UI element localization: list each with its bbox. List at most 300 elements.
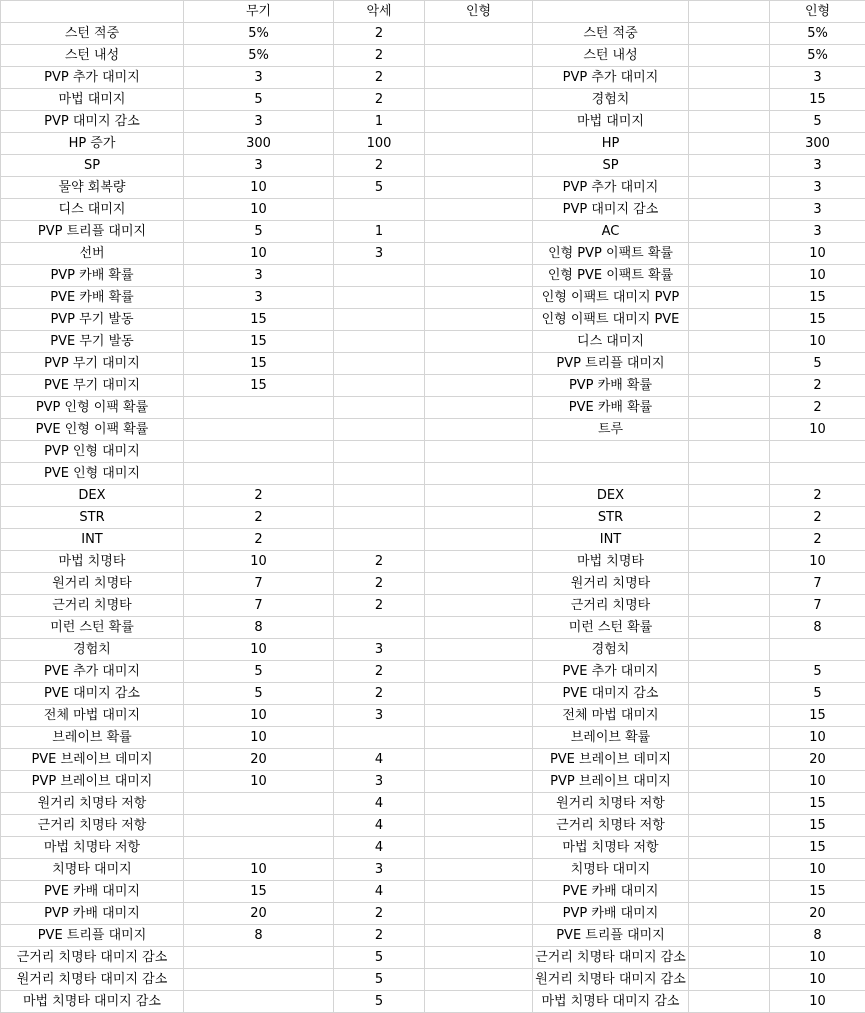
gap-cell[interactable] [425, 639, 533, 661]
empty-cell[interactable] [689, 551, 770, 573]
doll-stat-name-cell[interactable]: 브레이브 확률 [533, 727, 689, 749]
doll-value-cell[interactable]: 10 [770, 243, 865, 265]
empty-cell[interactable] [689, 815, 770, 837]
gap-cell[interactable] [425, 947, 533, 969]
empty-cell[interactable] [689, 419, 770, 441]
gap-cell[interactable] [425, 595, 533, 617]
stat-name-cell[interactable]: 치명타 대미지 [1, 859, 184, 881]
doll-stat-name-cell[interactable]: PVE 추가 대미지 [533, 661, 689, 683]
doll-stat-name-cell[interactable]: 근거리 치명타 저항 [533, 815, 689, 837]
empty-cell[interactable] [689, 441, 770, 463]
doll-value-cell[interactable]: 5% [770, 23, 865, 45]
doll-stat-name-cell[interactable] [533, 441, 689, 463]
empty-cell[interactable] [689, 903, 770, 925]
doll-value-cell[interactable]: 15 [770, 837, 865, 859]
gap-cell[interactable] [425, 617, 533, 639]
weapon-value-cell[interactable]: 20 [184, 749, 334, 771]
stat-name-cell[interactable]: 마법 대미지 [1, 89, 184, 111]
accessory-value-cell[interactable]: 2 [334, 155, 425, 177]
doll-value-cell[interactable]: 15 [770, 793, 865, 815]
doll-value-cell[interactable]: 15 [770, 287, 865, 309]
doll-stat-name-cell[interactable]: 인형 PVP 이팩트 확률 [533, 243, 689, 265]
gap-cell[interactable] [425, 353, 533, 375]
stat-name-cell[interactable]: PVP 추가 대미지 [1, 67, 184, 89]
doll-value-cell[interactable]: 5 [770, 683, 865, 705]
stat-name-cell[interactable]: 마법 치명타 [1, 551, 184, 573]
stat-name-cell[interactable]: 근거리 치명타 [1, 595, 184, 617]
accessory-value-cell[interactable] [334, 397, 425, 419]
weapon-value-cell[interactable] [184, 463, 334, 485]
empty-cell[interactable] [689, 177, 770, 199]
empty-cell[interactable] [689, 155, 770, 177]
accessory-value-cell[interactable]: 3 [334, 705, 425, 727]
doll-value-cell[interactable]: 2 [770, 507, 865, 529]
doll-value-cell[interactable] [770, 463, 865, 485]
empty-cell[interactable] [689, 617, 770, 639]
empty-cell[interactable] [689, 265, 770, 287]
accessory-value-cell[interactable] [334, 309, 425, 331]
empty-cell[interactable] [689, 639, 770, 661]
stat-name-cell[interactable]: 원거리 치명타 대미지 감소 [1, 969, 184, 991]
doll-value-cell[interactable]: 10 [770, 265, 865, 287]
accessory-value-cell[interactable]: 2 [334, 661, 425, 683]
stat-name-cell[interactable]: PVP 인형 대미지 [1, 441, 184, 463]
weapon-value-cell[interactable] [184, 947, 334, 969]
gap-cell[interactable] [425, 859, 533, 881]
empty-cell[interactable] [689, 727, 770, 749]
doll-stat-name-cell[interactable]: 디스 대미지 [533, 331, 689, 353]
doll-stat-name-cell[interactable]: 인형 이팩트 대미지 PVP [533, 287, 689, 309]
gap-cell[interactable] [425, 309, 533, 331]
gap-cell[interactable] [425, 991, 533, 1013]
gap-cell[interactable] [425, 155, 533, 177]
empty-cell[interactable] [689, 661, 770, 683]
weapon-value-cell[interactable]: 2 [184, 485, 334, 507]
gap-cell[interactable] [425, 243, 533, 265]
doll-value-cell[interactable]: 8 [770, 925, 865, 947]
accessory-value-cell[interactable]: 2 [334, 595, 425, 617]
accessory-value-cell[interactable]: 2 [334, 23, 425, 45]
accessory-value-cell[interactable] [334, 199, 425, 221]
accessory-value-cell[interactable]: 2 [334, 903, 425, 925]
doll-value-cell[interactable]: 10 [770, 771, 865, 793]
doll-stat-name-cell[interactable]: 스턴 내성 [533, 45, 689, 67]
empty-cell[interactable] [689, 111, 770, 133]
doll-value-cell[interactable]: 20 [770, 903, 865, 925]
doll-value-cell[interactable]: 7 [770, 573, 865, 595]
doll-stat-name-cell[interactable]: 인형 이팩트 대미지 PVE [533, 309, 689, 331]
doll-value-cell[interactable]: 20 [770, 749, 865, 771]
weapon-value-cell[interactable]: 5 [184, 221, 334, 243]
doll-stat-name-cell[interactable]: PVP 추가 대미지 [533, 177, 689, 199]
empty-cell[interactable] [689, 595, 770, 617]
header-cell-empty[interactable] [533, 1, 689, 23]
empty-cell[interactable] [689, 23, 770, 45]
weapon-value-cell[interactable] [184, 969, 334, 991]
weapon-value-cell[interactable]: 10 [184, 551, 334, 573]
accessory-value-cell[interactable]: 4 [334, 837, 425, 859]
gap-cell[interactable] [425, 749, 533, 771]
accessory-value-cell[interactable]: 100 [334, 133, 425, 155]
weapon-value-cell[interactable]: 20 [184, 903, 334, 925]
empty-cell[interactable] [689, 529, 770, 551]
accessory-value-cell[interactable]: 5 [334, 991, 425, 1013]
empty-cell[interactable] [689, 683, 770, 705]
stat-name-cell[interactable]: 원거리 치명타 [1, 573, 184, 595]
accessory-value-cell[interactable]: 2 [334, 925, 425, 947]
accessory-value-cell[interactable]: 2 [334, 551, 425, 573]
doll-stat-name-cell[interactable]: PVE 브레이브 데미지 [533, 749, 689, 771]
stat-name-cell[interactable]: PVP 카배 확률 [1, 265, 184, 287]
weapon-value-cell[interactable]: 3 [184, 155, 334, 177]
header-cell-empty[interactable] [1, 1, 184, 23]
gap-cell[interactable] [425, 507, 533, 529]
gap-cell[interactable] [425, 771, 533, 793]
doll-value-cell[interactable]: 3 [770, 155, 865, 177]
accessory-value-cell[interactable]: 2 [334, 573, 425, 595]
empty-cell[interactable] [689, 881, 770, 903]
doll-value-cell[interactable]: 2 [770, 397, 865, 419]
accessory-value-cell[interactable] [334, 485, 425, 507]
gap-cell[interactable] [425, 661, 533, 683]
stat-name-cell[interactable]: PVP 대미지 감소 [1, 111, 184, 133]
gap-cell[interactable] [425, 529, 533, 551]
doll-value-cell[interactable]: 10 [770, 551, 865, 573]
doll-stat-name-cell[interactable]: 스턴 적중 [533, 23, 689, 45]
weapon-value-cell[interactable] [184, 793, 334, 815]
stat-name-cell[interactable]: 마법 치명타 대미지 감소 [1, 991, 184, 1013]
doll-value-cell[interactable]: 10 [770, 419, 865, 441]
empty-cell[interactable] [689, 705, 770, 727]
empty-cell[interactable] [689, 375, 770, 397]
weapon-value-cell[interactable]: 15 [184, 309, 334, 331]
doll-stat-name-cell[interactable]: 원거리 치명타 [533, 573, 689, 595]
gap-cell[interactable] [425, 397, 533, 419]
stat-name-cell[interactable]: STR [1, 507, 184, 529]
empty-cell[interactable] [689, 771, 770, 793]
doll-value-cell[interactable]: 15 [770, 705, 865, 727]
stat-name-cell[interactable]: 물약 회복량 [1, 177, 184, 199]
accessory-value-cell[interactable]: 1 [334, 111, 425, 133]
weapon-value-cell[interactable]: 10 [184, 243, 334, 265]
weapon-value-cell[interactable]: 10 [184, 859, 334, 881]
weapon-value-cell[interactable]: 10 [184, 727, 334, 749]
gap-cell[interactable] [425, 375, 533, 397]
gap-cell[interactable] [425, 969, 533, 991]
stat-name-cell[interactable]: PVE 대미지 감소 [1, 683, 184, 705]
stat-name-cell[interactable]: PVE 트리플 대미지 [1, 925, 184, 947]
gap-cell[interactable] [425, 419, 533, 441]
empty-cell[interactable] [689, 221, 770, 243]
weapon-value-cell[interactable]: 10 [184, 177, 334, 199]
stat-name-cell[interactable]: PVE 인형 이팩 확률 [1, 419, 184, 441]
doll-stat-name-cell[interactable]: SP [533, 155, 689, 177]
stat-name-cell[interactable]: HP 증가 [1, 133, 184, 155]
weapon-value-cell[interactable]: 300 [184, 133, 334, 155]
accessory-value-cell[interactable]: 5 [334, 969, 425, 991]
doll-stat-name-cell[interactable]: PVE 대미지 감소 [533, 683, 689, 705]
doll-value-cell[interactable]: 5% [770, 45, 865, 67]
empty-cell[interactable] [689, 485, 770, 507]
doll-stat-name-cell[interactable]: AC [533, 221, 689, 243]
weapon-value-cell[interactable] [184, 837, 334, 859]
doll-value-cell[interactable]: 15 [770, 309, 865, 331]
accessory-value-cell[interactable]: 4 [334, 881, 425, 903]
accessory-value-cell[interactable]: 4 [334, 749, 425, 771]
empty-cell[interactable] [689, 859, 770, 881]
empty-cell[interactable] [689, 397, 770, 419]
doll-stat-name-cell[interactable]: DEX [533, 485, 689, 507]
accessory-value-cell[interactable]: 1 [334, 221, 425, 243]
doll-stat-name-cell[interactable]: 근거리 치명타 대미지 감소 [533, 947, 689, 969]
gap-cell[interactable] [425, 925, 533, 947]
weapon-value-cell[interactable]: 5% [184, 23, 334, 45]
accessory-value-cell[interactable]: 4 [334, 815, 425, 837]
stat-name-cell[interactable]: PVE 무기 발동 [1, 331, 184, 353]
gap-cell[interactable] [425, 67, 533, 89]
gap-cell[interactable] [425, 705, 533, 727]
weapon-value-cell[interactable]: 5 [184, 661, 334, 683]
stat-name-cell[interactable]: PVP 무기 발동 [1, 309, 184, 331]
weapon-value-cell[interactable]: 3 [184, 265, 334, 287]
doll-value-cell[interactable]: 2 [770, 529, 865, 551]
weapon-value-cell[interactable]: 15 [184, 331, 334, 353]
doll-value-cell[interactable]: 3 [770, 199, 865, 221]
empty-cell[interactable] [689, 573, 770, 595]
empty-cell[interactable] [689, 969, 770, 991]
empty-cell[interactable] [689, 463, 770, 485]
weapon-value-cell[interactable]: 10 [184, 705, 334, 727]
weapon-value-cell[interactable]: 15 [184, 375, 334, 397]
weapon-value-cell[interactable]: 3 [184, 67, 334, 89]
gap-cell[interactable] [425, 287, 533, 309]
empty-cell[interactable] [689, 507, 770, 529]
doll-stat-name-cell[interactable]: PVP 브레이브 대미지 [533, 771, 689, 793]
doll-stat-name-cell[interactable]: HP [533, 133, 689, 155]
doll-stat-name-cell[interactable]: PVE 트리플 대미지 [533, 925, 689, 947]
doll-value-cell[interactable]: 15 [770, 881, 865, 903]
stat-name-cell[interactable]: PVE 브레이브 데미지 [1, 749, 184, 771]
accessory-value-cell[interactable]: 3 [334, 243, 425, 265]
weapon-value-cell[interactable]: 3 [184, 111, 334, 133]
stat-name-cell[interactable]: 브레이브 확률 [1, 727, 184, 749]
doll-value-cell[interactable]: 3 [770, 221, 865, 243]
doll-stat-name-cell[interactable]: PVP 카배 대미지 [533, 903, 689, 925]
empty-cell[interactable] [689, 45, 770, 67]
gap-cell[interactable] [425, 573, 533, 595]
empty-cell[interactable] [689, 991, 770, 1013]
doll-stat-name-cell[interactable]: 치명타 대미지 [533, 859, 689, 881]
stat-name-cell[interactable]: 마법 치명타 저항 [1, 837, 184, 859]
accessory-value-cell[interactable]: 3 [334, 771, 425, 793]
doll-value-cell[interactable]: 5 [770, 661, 865, 683]
gap-cell[interactable] [425, 265, 533, 287]
stat-name-cell[interactable]: PVE 추가 대미지 [1, 661, 184, 683]
header-cell-weapon[interactable]: 무기 [184, 1, 334, 23]
doll-stat-name-cell[interactable]: 트루 [533, 419, 689, 441]
gap-cell[interactable] [425, 133, 533, 155]
weapon-value-cell[interactable]: 10 [184, 771, 334, 793]
weapon-value-cell[interactable]: 10 [184, 199, 334, 221]
accessory-value-cell[interactable] [334, 419, 425, 441]
doll-stat-name-cell[interactable]: 전체 마법 대미지 [533, 705, 689, 727]
doll-stat-name-cell[interactable]: 마법 대미지 [533, 111, 689, 133]
accessory-value-cell[interactable] [334, 353, 425, 375]
accessory-value-cell[interactable] [334, 463, 425, 485]
empty-cell[interactable] [689, 925, 770, 947]
weapon-value-cell[interactable]: 2 [184, 529, 334, 551]
stat-name-cell[interactable]: PVP 브레이브 대미지 [1, 771, 184, 793]
gap-cell[interactable] [425, 199, 533, 221]
doll-value-cell[interactable]: 15 [770, 815, 865, 837]
stat-name-cell[interactable]: DEX [1, 485, 184, 507]
header-cell-doll[interactable]: 인형 [425, 1, 533, 23]
doll-stat-name-cell[interactable]: STR [533, 507, 689, 529]
accessory-value-cell[interactable]: 4 [334, 793, 425, 815]
accessory-value-cell[interactable]: 5 [334, 177, 425, 199]
doll-value-cell[interactable]: 10 [770, 727, 865, 749]
header-cell-doll-right[interactable]: 인형 [770, 1, 865, 23]
weapon-value-cell[interactable] [184, 441, 334, 463]
stat-name-cell[interactable]: PVP 인형 이팩 확률 [1, 397, 184, 419]
doll-stat-name-cell[interactable]: INT [533, 529, 689, 551]
gap-cell[interactable] [425, 793, 533, 815]
empty-cell[interactable] [689, 331, 770, 353]
stat-name-cell[interactable]: 스턴 내성 [1, 45, 184, 67]
stat-name-cell[interactable]: 디스 대미지 [1, 199, 184, 221]
accessory-value-cell[interactable]: 2 [334, 67, 425, 89]
gap-cell[interactable] [425, 881, 533, 903]
doll-stat-name-cell[interactable]: PVP 카배 확률 [533, 375, 689, 397]
empty-cell[interactable] [689, 199, 770, 221]
gap-cell[interactable] [425, 837, 533, 859]
accessory-value-cell[interactable] [334, 265, 425, 287]
empty-cell[interactable] [689, 353, 770, 375]
stat-name-cell[interactable]: PVE 무기 대미지 [1, 375, 184, 397]
doll-stat-name-cell[interactable]: 마법 치명타 [533, 551, 689, 573]
doll-stat-name-cell[interactable]: 미런 스턴 확률 [533, 617, 689, 639]
stat-name-cell[interactable]: 선버 [1, 243, 184, 265]
doll-value-cell[interactable]: 2 [770, 485, 865, 507]
doll-value-cell[interactable]: 10 [770, 859, 865, 881]
doll-value-cell[interactable]: 2 [770, 375, 865, 397]
weapon-value-cell[interactable]: 5% [184, 45, 334, 67]
doll-stat-name-cell[interactable] [533, 463, 689, 485]
accessory-value-cell[interactable]: 2 [334, 89, 425, 111]
doll-stat-name-cell[interactable]: 경험치 [533, 639, 689, 661]
stat-name-cell[interactable]: 경험치 [1, 639, 184, 661]
weapon-value-cell[interactable] [184, 991, 334, 1013]
doll-stat-name-cell[interactable]: PVE 카배 대미지 [533, 881, 689, 903]
accessory-value-cell[interactable] [334, 727, 425, 749]
empty-cell[interactable] [689, 947, 770, 969]
weapon-value-cell[interactable]: 8 [184, 925, 334, 947]
weapon-value-cell[interactable]: 5 [184, 683, 334, 705]
gap-cell[interactable] [425, 23, 533, 45]
accessory-value-cell[interactable] [334, 507, 425, 529]
accessory-value-cell[interactable]: 2 [334, 45, 425, 67]
stat-name-cell[interactable]: PVP 트리플 대미지 [1, 221, 184, 243]
weapon-value-cell[interactable] [184, 397, 334, 419]
stat-name-cell[interactable]: 미런 스턴 확률 [1, 617, 184, 639]
empty-cell[interactable] [689, 89, 770, 111]
doll-stat-name-cell[interactable]: PVE 카배 확률 [533, 397, 689, 419]
doll-stat-name-cell[interactable]: 인형 PVE 이팩트 확률 [533, 265, 689, 287]
accessory-value-cell[interactable]: 3 [334, 859, 425, 881]
weapon-value-cell[interactable]: 15 [184, 881, 334, 903]
weapon-value-cell[interactable] [184, 815, 334, 837]
doll-stat-name-cell[interactable]: 원거리 치명타 대미지 감소 [533, 969, 689, 991]
stat-name-cell[interactable]: INT [1, 529, 184, 551]
stat-name-cell[interactable]: 근거리 치명타 저항 [1, 815, 184, 837]
empty-cell[interactable] [689, 287, 770, 309]
gap-cell[interactable] [425, 815, 533, 837]
doll-stat-name-cell[interactable]: 근거리 치명타 [533, 595, 689, 617]
empty-cell[interactable] [689, 749, 770, 771]
weapon-value-cell[interactable]: 15 [184, 353, 334, 375]
doll-stat-name-cell[interactable]: PVP 대미지 감소 [533, 199, 689, 221]
gap-cell[interactable] [425, 221, 533, 243]
accessory-value-cell[interactable]: 2 [334, 683, 425, 705]
doll-value-cell[interactable]: 5 [770, 353, 865, 375]
gap-cell[interactable] [425, 111, 533, 133]
empty-cell[interactable] [689, 67, 770, 89]
accessory-value-cell[interactable] [334, 529, 425, 551]
doll-value-cell[interactable]: 10 [770, 991, 865, 1013]
doll-value-cell[interactable] [770, 441, 865, 463]
doll-value-cell[interactable]: 300 [770, 133, 865, 155]
gap-cell[interactable] [425, 89, 533, 111]
doll-value-cell[interactable] [770, 639, 865, 661]
doll-value-cell[interactable]: 8 [770, 617, 865, 639]
stat-name-cell[interactable]: 전체 마법 대미지 [1, 705, 184, 727]
stat-name-cell[interactable]: 스턴 적중 [1, 23, 184, 45]
stat-name-cell[interactable]: 원거리 치명타 저항 [1, 793, 184, 815]
doll-stat-name-cell[interactable]: 원거리 치명타 저항 [533, 793, 689, 815]
gap-cell[interactable] [425, 903, 533, 925]
gap-cell[interactable] [425, 727, 533, 749]
weapon-value-cell[interactable]: 3 [184, 287, 334, 309]
gap-cell[interactable] [425, 331, 533, 353]
empty-cell[interactable] [689, 793, 770, 815]
header-cell-empty[interactable] [689, 1, 770, 23]
stat-name-cell[interactable]: 근거리 치명타 대미지 감소 [1, 947, 184, 969]
doll-value-cell[interactable]: 15 [770, 89, 865, 111]
accessory-value-cell[interactable] [334, 331, 425, 353]
doll-value-cell[interactable]: 7 [770, 595, 865, 617]
doll-stat-name-cell[interactable]: 경험치 [533, 89, 689, 111]
stat-name-cell[interactable]: PVE 인형 대미지 [1, 463, 184, 485]
gap-cell[interactable] [425, 177, 533, 199]
empty-cell[interactable] [689, 309, 770, 331]
empty-cell[interactable] [689, 837, 770, 859]
empty-cell[interactable] [689, 133, 770, 155]
accessory-value-cell[interactable] [334, 617, 425, 639]
accessory-value-cell[interactable] [334, 441, 425, 463]
stat-name-cell[interactable]: PVP 카배 대미지 [1, 903, 184, 925]
doll-stat-name-cell[interactable]: PVP 트리플 대미지 [533, 353, 689, 375]
weapon-value-cell[interactable]: 5 [184, 89, 334, 111]
doll-value-cell[interactable]: 10 [770, 947, 865, 969]
stat-name-cell[interactable]: PVE 카배 확률 [1, 287, 184, 309]
weapon-value-cell[interactable]: 10 [184, 639, 334, 661]
gap-cell[interactable] [425, 485, 533, 507]
weapon-value-cell[interactable]: 2 [184, 507, 334, 529]
gap-cell[interactable] [425, 45, 533, 67]
accessory-value-cell[interactable]: 3 [334, 639, 425, 661]
gap-cell[interactable] [425, 551, 533, 573]
doll-value-cell[interactable]: 3 [770, 177, 865, 199]
